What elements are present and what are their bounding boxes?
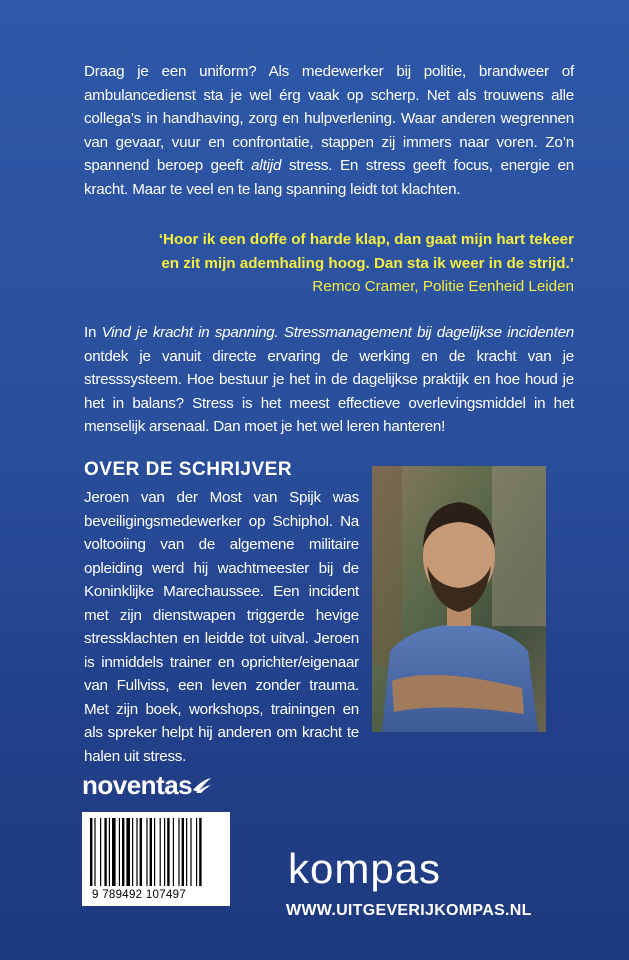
- barcode-bar: [154, 818, 155, 886]
- barcode-bar: [100, 818, 101, 886]
- barcode-bar: [140, 818, 142, 886]
- quote-line-1: ‘Hoor ik een doffe of harde klap, dan gaat mijn hart tekeer: [158, 231, 574, 248]
- barcode-bar: [122, 818, 124, 886]
- barcode: [82, 812, 230, 906]
- barcode-bar: [186, 818, 187, 886]
- intro-italic-word: altijd: [251, 157, 282, 174]
- barcode-bar: [94, 818, 95, 886]
- barcode-bar: [126, 818, 130, 886]
- barcode-bar: [104, 818, 106, 886]
- barcode-bar: [146, 818, 147, 886]
- barcode-bar: [119, 818, 120, 886]
- barcode-bar: [132, 818, 133, 886]
- author-photo: [372, 466, 546, 732]
- isbn-number: 9 789492 107497: [92, 889, 187, 901]
- noventas-logo: [82, 770, 212, 801]
- noventas-swoosh-icon: [192, 776, 212, 794]
- intro-paragraph: [84, 60, 574, 201]
- barcode-bar: [109, 818, 110, 886]
- intro-text-part2: stress. En stress geeft focus, energie en kracht. Maar te veel en te lang spanning leidt tot klachten.: [84, 157, 574, 198]
- barcode-bar: [173, 818, 174, 886]
- description-text: ontdek je vanuit directe ervaring de werking en de kracht van je stresssysteem. Hoe bestuur je het in de dagelijkse praktijk en hoe houd je het in balans? Stress is het meest effectieve overlevingsmiddel in het menselijk arsenaal. Dan moet je het wel leren hanteren!: [84, 347, 574, 435]
- kompas-logo: kompas: [288, 845, 442, 892]
- barcode-bar: [136, 818, 137, 886]
- barcode-bars: [82, 812, 230, 890]
- description-paragraph: [84, 321, 574, 439]
- barcode-bar: [190, 818, 191, 886]
- intro-text-part1: Draag je een uniform? Als medewerker bij politie, brandweer of ambulancedienst sta je wel érg vaak op scherp. Net als trouwens alle collega’s in handhaving, zorg en hulpverlening. Waar anderen wegrennen van gevaar, vuur en confrontatie, stappen zij immers naar voren. Zo’n spannend beroep geeft: [84, 63, 574, 174]
- author-portrait-image: [372, 466, 546, 732]
- barcode-bar: [178, 818, 179, 886]
- noventas-logo-text: noventas: [82, 770, 193, 800]
- barcode-bar: [167, 818, 169, 886]
- book-title: Vind je kracht in spanning. Stressmanagement bij dagelijkse incidenten: [101, 324, 574, 341]
- about-author-heading: OVER DE SCHRIJVER: [84, 459, 293, 480]
- quote-author: Remco Cramer, Politie Eenheid Leiden: [312, 278, 574, 295]
- description-prefix: In: [84, 324, 102, 341]
- barcode-bar: [196, 818, 197, 886]
- quote-line-2: en zit mijn ademhaling hoog. Dan sta ik weer in de strijd.’: [161, 254, 574, 272]
- barcode-bar: [112, 818, 116, 886]
- barcode-bar: [199, 818, 201, 886]
- barcode-bar: [160, 818, 161, 886]
- quote-block: [150, 228, 574, 299]
- barcode-bar: [90, 818, 92, 886]
- about-author-text: Jeroen van der Most van Spijk was beveiligingsmedewerker op Schiphol. Na voltooiing van de algemene militaire opleiding werd hij wachtmeester bij de Koninklijke Marechaussee. Een incident met zijn dienstwapen triggerde hevige stressklachten en leidde tot uitval. Jeroen is inmiddels trainer en oprichter/eigenaar van Fullviss, een leven zonder trauma. Met zijn boek, workshops, trainingen en als spreker helpt hij anderen om kracht te halen uit stress.: [84, 489, 359, 765]
- publisher-url: WWW.UITGEVERIJKOMPAS.NL: [286, 902, 532, 919]
- barcode-bar: [164, 818, 165, 886]
- barcode-bar: [150, 818, 152, 886]
- barcode-bar: [182, 818, 184, 886]
